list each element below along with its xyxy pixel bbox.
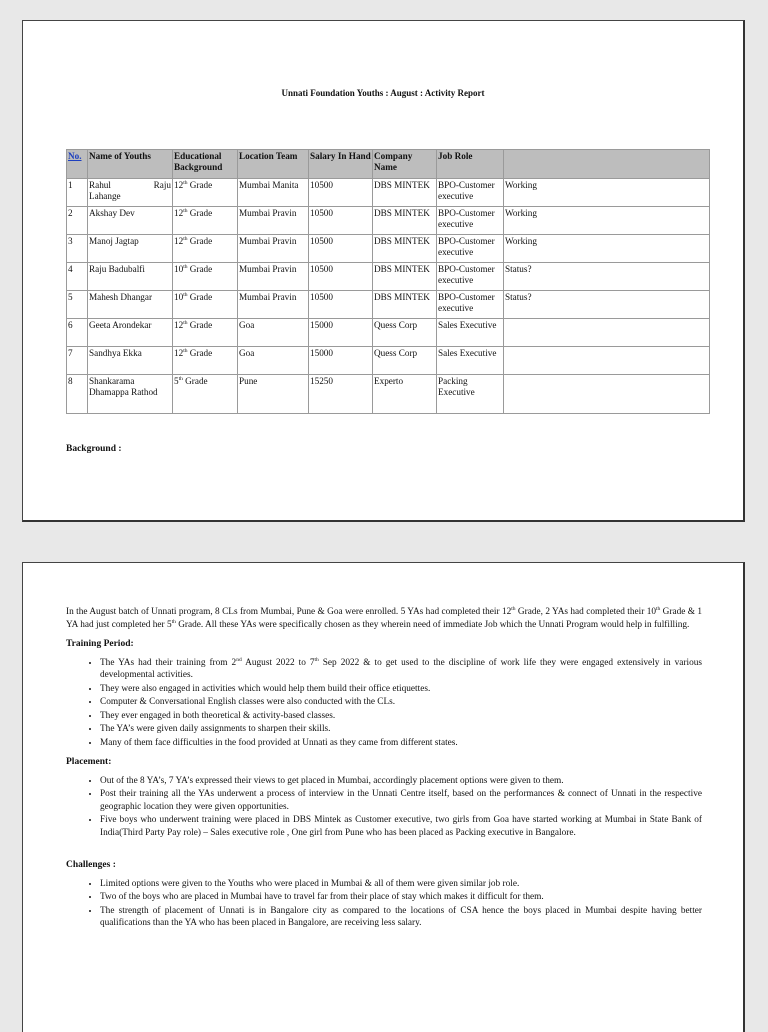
- intro-paragraph: In the August batch of Unnati program, 8 CLs from Mumbai, Pune & Goa were enrolled. 5 YAs had completed their 12th Grade, 2 YAs had completed their 10th Grade & 1 YA had just completed her 5th Grade. All these YAs were specifically chosen as they wherein need of immediate Job which the Unnati Program would help in fulfilling.: [66, 605, 702, 630]
- cell-company: DBS MINTEK: [373, 179, 437, 207]
- cell-name: Mahesh Dhangar: [88, 291, 173, 319]
- cell-location: Mumbai Pravin: [238, 207, 309, 235]
- cell-name: Manoj Jagtap: [88, 235, 173, 263]
- cell-name-last: Lahange: [89, 191, 121, 201]
- cell-company: Quess Corp: [373, 319, 437, 347]
- cell-status: Working: [504, 207, 710, 235]
- cell-location: Pune: [238, 375, 309, 414]
- header-location: Location Team: [238, 150, 309, 179]
- cell-no: 1: [67, 179, 88, 207]
- cell-role: BPO-Customer executive: [437, 235, 504, 263]
- cell-education: 12th Grade: [173, 319, 238, 347]
- cell-salary: 10500: [309, 291, 373, 319]
- cell-name: [88, 179, 173, 207]
- cell-salary: 15250: [309, 375, 373, 414]
- cell-salary: 10500: [309, 263, 373, 291]
- header-company: Company Name: [373, 150, 437, 179]
- cell-name: Sandhya Ekka: [88, 347, 173, 375]
- cell-name: Akshay Dev: [88, 207, 173, 235]
- cell-education: 10th Grade: [173, 263, 238, 291]
- list-item: • Five boys who underwent training were placed in DBS Mintek as Customer executive, two girls from Goa have started working at Mumbai in State Bank of India(Third Party Pay role) – Sales executive role , One girl from Pune who has been placed as Packing executive in Bangalore.: [100, 814, 702, 839]
- header-salary: Salary In Hand: [309, 150, 373, 179]
- table-row: [67, 319, 710, 347]
- cell-education: 12th Grade: [173, 207, 238, 235]
- placement-heading: Placement:: [66, 757, 112, 767]
- cell-salary: 15000: [309, 347, 373, 375]
- cell-role: Packing Executive: [437, 375, 504, 414]
- challenges-heading: Challenges :: [66, 860, 116, 870]
- list-item: • Many of them face difficulties in the food provided at Unnati as they came from different states.: [100, 737, 702, 750]
- cell-name-first: Rahul: [89, 180, 111, 190]
- header-name: Name of Youths: [88, 150, 173, 179]
- header-job-role: Job Role: [437, 150, 504, 179]
- list-item: • They ever engaged in both theoretical & activity-based classes.: [100, 710, 702, 723]
- cell-salary: 15000: [309, 319, 373, 347]
- cell-education: 12th Grade: [173, 235, 238, 263]
- report-body: [66, 606, 702, 933]
- cell-status: Working: [504, 179, 710, 207]
- cell-name: Geeta Arondekar: [88, 319, 173, 347]
- placement-list: [66, 775, 702, 840]
- cell-status: Working: [504, 235, 710, 263]
- cell-role: BPO-Customer executive: [437, 207, 504, 235]
- table-header-row: [67, 150, 710, 179]
- cell-company: DBS MINTEK: [373, 207, 437, 235]
- cell-location: Goa: [238, 319, 309, 347]
- cell-education: 5th Grade: [173, 375, 238, 414]
- cell-no: 5: [67, 291, 88, 319]
- cell-status: Status?: [504, 263, 710, 291]
- cell-status: [504, 347, 710, 375]
- cell-education: 10th Grade: [173, 291, 238, 319]
- cell-no: 4: [67, 263, 88, 291]
- cell-company: Experto: [373, 375, 437, 414]
- challenges-list: [66, 878, 702, 930]
- list-item: • They were also engaged in activities which would help them build their office etiquettes.: [100, 683, 702, 696]
- cell-status: [504, 375, 710, 414]
- cell-company: DBS MINTEK: [373, 235, 437, 263]
- cell-role: BPO-Customer executive: [437, 291, 504, 319]
- training-list: [66, 657, 702, 750]
- cell-salary: 10500: [309, 235, 373, 263]
- cell-company: DBS MINTEK: [373, 291, 437, 319]
- cell-role: BPO-Customer executive: [437, 179, 504, 207]
- cell-location: Mumbai Manita: [238, 179, 309, 207]
- cell-name: Shankarama Dhamappa Rathod: [88, 375, 173, 414]
- cell-name: Raju Badubalfi: [88, 263, 173, 291]
- cell-no: 3: [67, 235, 88, 263]
- list-item: • Limited options were given to the Youths who were placed in Mumbai & all of them were given similar job role.: [100, 878, 702, 891]
- cell-no: 8: [67, 375, 88, 414]
- cell-role: Sales Executive: [437, 347, 504, 375]
- list-item: • Computer & Conversational English classes were also conducted with the CLs.: [100, 696, 702, 709]
- table-row: [67, 375, 710, 414]
- cell-role: BPO-Customer executive: [437, 263, 504, 291]
- header-status: [504, 150, 710, 179]
- cell-education: 12th Grade: [173, 347, 238, 375]
- cell-name-middle: Raju: [153, 180, 171, 190]
- table-row: [67, 207, 710, 235]
- cell-status: [504, 319, 710, 347]
- cell-company: DBS MINTEK: [373, 263, 437, 291]
- cell-location: Mumbai Pravin: [238, 235, 309, 263]
- cell-location: Goa: [238, 347, 309, 375]
- report-title: Unnati Foundation Youths : August : Activity Report: [281, 88, 485, 98]
- list-item: • Two of the boys who are placed in Mumbai have to travel far from their place of stay which makes it difficult for them.: [100, 891, 702, 904]
- document-page-1: [22, 20, 745, 522]
- list-item: • Out of the 8 YA’s, 7 YA’s expressed their views to get placed in Mumbai, accordingly placement options were given to them.: [100, 775, 702, 788]
- list-item: • The YAs had their training from 2nd August 2022 to 7th Sep 2022 & to get used to the discipline of work life they were engaged extensively in various developmental activities.: [100, 657, 702, 682]
- cell-company: Quess Corp: [373, 347, 437, 375]
- cell-location: Mumbai Pravin: [238, 291, 309, 319]
- header-no[interactable]: No.: [67, 150, 88, 179]
- cell-no: 2: [67, 207, 88, 235]
- cell-no: 7: [67, 347, 88, 375]
- cell-education: 12th Grade: [173, 179, 238, 207]
- cell-salary: 10500: [309, 179, 373, 207]
- table-row: [67, 263, 710, 291]
- list-item: • The YA’s were given daily assignments to sharpen their skills.: [100, 723, 702, 736]
- cell-location: Mumbai Pravin: [238, 263, 309, 291]
- list-item: • Post their training all the YAs underwent a process of interview in the Unnati Centre itself, based on the performances & connect of Unnati in the respective geographic location they were given opportunities.: [100, 788, 702, 813]
- youth-placement-table: [66, 149, 710, 414]
- cell-salary: 10500: [309, 207, 373, 235]
- background-heading: Background :: [66, 444, 122, 454]
- document-page-2: [22, 562, 745, 1032]
- table-row: [67, 347, 710, 375]
- list-item: • The strength of placement of Unnati is in Bangalore city as compared to the locations of CSA hence the boys placed in Mumbai despite having better qualifications than the YA who has been placed in Bangalore, are receiving less salary.: [100, 905, 702, 930]
- table-row: [67, 235, 710, 263]
- cell-role: Sales Executive: [437, 319, 504, 347]
- cell-status: Status?: [504, 291, 710, 319]
- cell-no: 6: [67, 319, 88, 347]
- header-education: Educational Background: [173, 150, 238, 179]
- table-row: [67, 179, 710, 207]
- table-row: [67, 291, 710, 319]
- training-heading: Training Period:: [66, 639, 134, 649]
